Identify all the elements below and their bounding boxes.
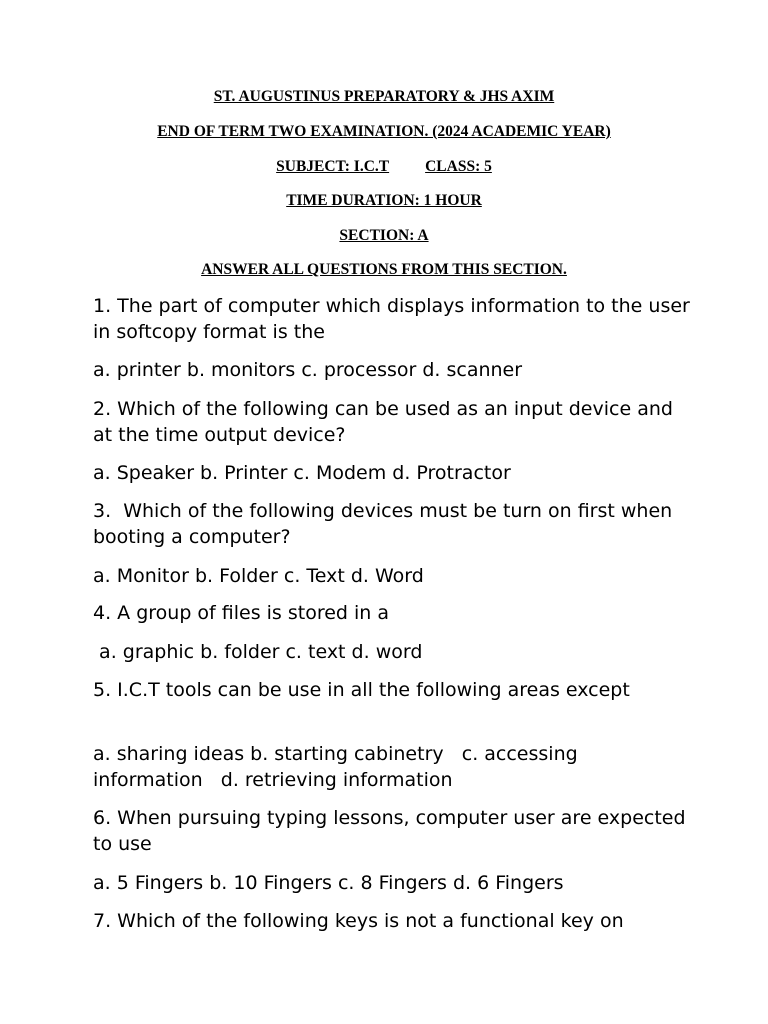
exam-title: END OF TERM TWO EXAMINATION. (2024 ACADEMIC YEAR)	[157, 123, 611, 140]
question-2-options: a. Speaker b. Printer c. Modem d. Protractor	[93, 462, 511, 484]
section-instruction: ANSWER ALL QUESTIONS FROM THIS SECTION.	[201, 261, 567, 278]
subject-class-line	[0, 158, 768, 176]
subject-label: SUBJECT: I.C.T	[276, 158, 390, 175]
question-1-options: a. printer b. monitors c. processor d. scanner	[93, 359, 523, 381]
question-3-text: 3. Which of the following devices must be turn on first when booting a computer?	[93, 500, 679, 548]
question-5-options: a. sharing ideas b. starting cabinetry c. accessing information d. retrieving information	[93, 743, 584, 791]
question-5-text: 5. I.C.T tools can be use in all the following areas except	[93, 679, 630, 701]
question-4-text: 4. A group of files is stored in a	[93, 602, 390, 624]
section-title: SECTION: A	[339, 227, 429, 244]
question-6-text: 6. When pursuing typing lessons, computer user are expected to use	[93, 807, 692, 855]
question-3-options: a. Monitor b. Folder c. Text d. Word	[93, 565, 424, 587]
question-2-text: 2. Which of the following can be used as an input device and at the time output device?	[93, 398, 679, 446]
school-name: ST. AUGUSTINUS PREPARATORY & JHS AXIM	[213, 88, 555, 105]
question-4-options: a. graphic b. folder c. text d. word	[93, 641, 423, 663]
time-duration: TIME DURATION: 1 HOUR	[286, 192, 482, 209]
question-1-text: 1. The part of computer which displays information to the user in softcopy format is the	[93, 295, 696, 343]
question-6-options: a. 5 Fingers b. 10 Fingers c. 8 Fingers d. 6 Fingers	[93, 872, 564, 894]
class-label: CLASS: 5	[425, 158, 492, 175]
question-7-text: 7. Which of the following keys is not a functional key on	[93, 910, 624, 932]
